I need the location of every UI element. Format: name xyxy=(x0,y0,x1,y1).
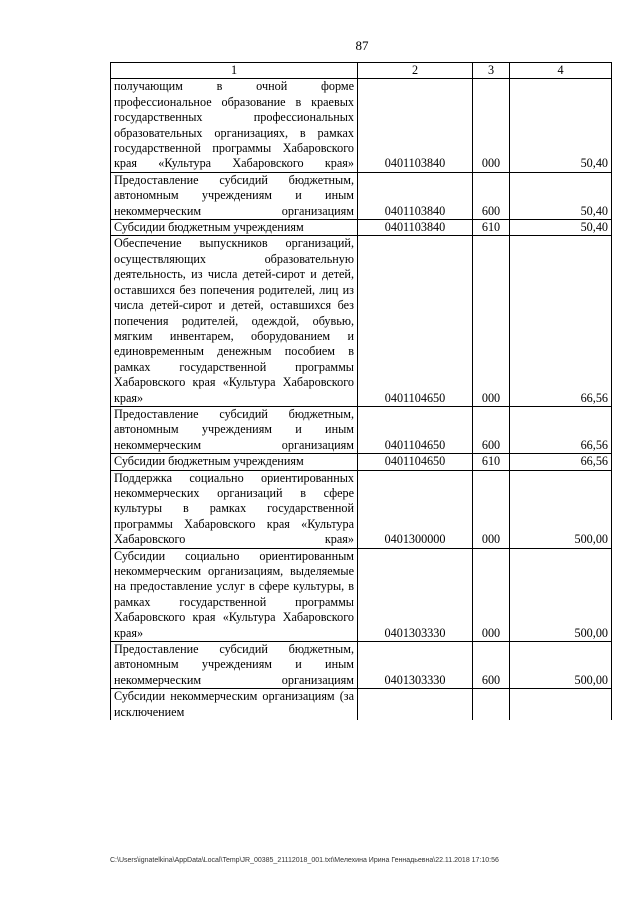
row-code: 0401104650 xyxy=(358,406,473,453)
row-expense-type: 610 xyxy=(473,220,510,236)
table-row xyxy=(111,642,612,689)
row-description: Предоставление субсидий бюджетным, автономным учреждениям и иным некоммерческим организациям xyxy=(111,172,358,219)
column-header: 4 xyxy=(510,63,612,79)
row-expense-type xyxy=(473,689,510,720)
row-description: Обеспечение выпускников организаций, осуществляющих образовательную деятельность, из числа детей-сирот и детей, оставшихся без попечения родителей, лиц из числа детей-сирот и детей, оставшихся без попечения родителей, одеждой, обувью, мягким инвентарем, оборудованием и единовременным денежным пособием в рамках государственной программы Хабаровского края «Культура Хабаровского края» xyxy=(111,236,358,406)
row-description: Субсидии социально ориентированным некоммерческим организациям, выделяемые на предоставление услуг в сфере культуры, в рамках государственной программы Хабаровского края «Культура Хабаровского края» xyxy=(111,548,358,641)
row-amount: 66,56 xyxy=(510,454,612,470)
row-expense-type: 000 xyxy=(473,79,510,172)
row-expense-type: 000 xyxy=(473,236,510,406)
row-code: 0401303330 xyxy=(358,548,473,641)
row-code: 0401103840 xyxy=(358,220,473,236)
row-expense-type: 600 xyxy=(473,406,510,453)
row-code: 0401104650 xyxy=(358,236,473,406)
table-row xyxy=(111,236,612,406)
row-amount: 66,56 xyxy=(510,406,612,453)
table-row xyxy=(111,470,612,548)
row-description: Субсидии бюджетным учреждениям xyxy=(111,454,358,470)
row-expense-type: 000 xyxy=(473,470,510,548)
row-amount: 500,00 xyxy=(510,470,612,548)
row-description: Субсидии бюджетным учреждениям xyxy=(111,220,358,236)
row-description: Поддержка социально ориентированных некоммерческих организаций в сфере культуры в рамках государственной программы Хабаровского края «Культура Хабаровского края» xyxy=(111,470,358,548)
row-code: 0401303330 xyxy=(358,642,473,689)
row-amount: 50,40 xyxy=(510,172,612,219)
table-row xyxy=(111,406,612,453)
table-row xyxy=(111,79,612,172)
row-code: 0401300000 xyxy=(358,470,473,548)
row-expense-type: 600 xyxy=(473,172,510,219)
row-code: 0401103840 xyxy=(358,172,473,219)
table-row xyxy=(111,220,612,236)
row-expense-type: 000 xyxy=(473,548,510,641)
row-code: 0401104650 xyxy=(358,454,473,470)
page-number: 87 xyxy=(355,38,369,53)
row-description: Предоставление субсидий бюджетным, автономным учреждениям и иным некоммерческим организациям xyxy=(111,406,358,453)
row-expense-type: 610 xyxy=(473,454,510,470)
file-path-footer: C:\Users\ignatelkina\AppData\Local\Temp\JR_00385_21112018_001.txt\Мелехина Ирина Геннадьевна\22.11.2018 17:10:56 xyxy=(110,857,499,864)
row-expense-type: 600 xyxy=(473,642,510,689)
budget-table xyxy=(110,62,612,720)
row-amount: 500,00 xyxy=(510,642,612,689)
column-header: 3 xyxy=(473,63,510,79)
row-code xyxy=(358,689,473,720)
row-amount: 50,40 xyxy=(510,220,612,236)
column-header: 2 xyxy=(358,63,473,79)
row-amount: 500,00 xyxy=(510,548,612,641)
table-header-row xyxy=(111,63,612,79)
table-row xyxy=(111,172,612,219)
row-amount: 50,40 xyxy=(510,79,612,172)
row-description: Субсидии некоммерческим организациям (за исключением xyxy=(111,689,358,720)
row-amount xyxy=(510,689,612,720)
row-description: Предоставление субсидий бюджетным, автономным учреждениям и иным некоммерческим организациям xyxy=(111,642,358,689)
row-amount: 66,56 xyxy=(510,236,612,406)
row-description: получающим в очной форме профессиональное образование в краевых государственных профессиональных образовательных организациях, в рамках государственной программы Хабаровского края «Культура Хабаровского края» xyxy=(111,79,358,172)
row-code: 0401103840 xyxy=(358,79,473,172)
table-row xyxy=(111,689,612,720)
table-row xyxy=(111,548,612,641)
column-header: 1 xyxy=(111,63,358,79)
table-row xyxy=(111,454,612,470)
